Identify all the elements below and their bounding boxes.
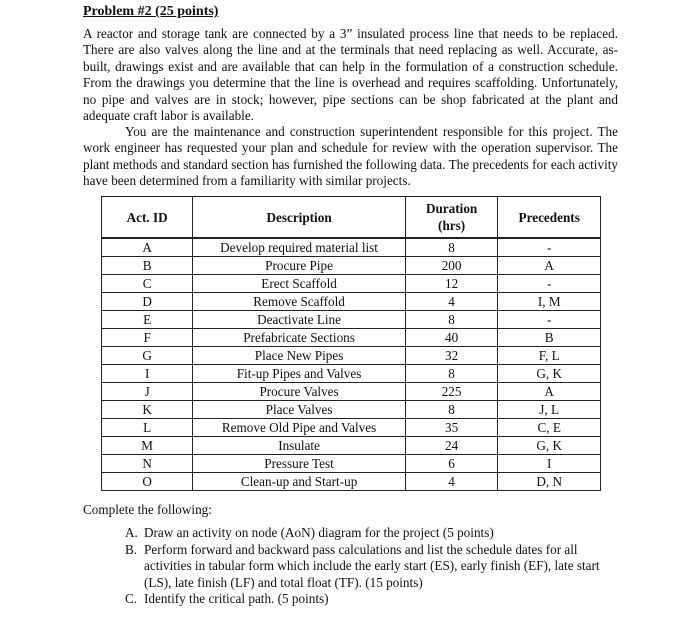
list-item — [125, 591, 605, 608]
cell-act-id: A — [102, 238, 193, 257]
header-act-id: Act. ID — [102, 197, 193, 239]
header-duration — [405, 197, 498, 239]
table-row — [102, 329, 601, 347]
cell-description: Fit-up Pipes and Valves — [193, 365, 406, 383]
cell-description: Prefabricate Sections — [193, 329, 406, 347]
cell-duration: 8 — [405, 365, 498, 383]
cell-description: Procure Valves — [193, 383, 406, 401]
header-duration-line1: Duration — [425, 201, 478, 216]
task-list — [125, 525, 605, 608]
cell-precedents: - — [498, 275, 601, 293]
cell-act-id: I — [102, 365, 193, 383]
table-row — [102, 311, 601, 329]
cell-duration: 8 — [405, 238, 498, 257]
table-row — [102, 455, 601, 473]
table-row — [102, 365, 601, 383]
cell-precedents: C, E — [498, 419, 601, 437]
cell-description: Deactivate Line — [193, 311, 406, 329]
header-description: Description — [193, 197, 406, 239]
activity-table — [101, 196, 601, 491]
cell-act-id: B — [102, 257, 193, 275]
cell-act-id: N — [102, 455, 193, 473]
table-row — [102, 383, 601, 401]
header-precedents: Precedents — [498, 197, 601, 239]
cell-act-id: K — [102, 401, 193, 419]
cell-precedents: - — [498, 311, 601, 329]
table-row — [102, 473, 601, 491]
cell-precedents: I, M — [498, 293, 601, 311]
cell-act-id: C — [102, 275, 193, 293]
task-text: Draw an activity on node (AoN) diagram for the project (5 points) — [144, 525, 494, 540]
task-label: C. — [125, 591, 138, 606]
cell-duration: 6 — [405, 455, 498, 473]
cell-precedents: B — [498, 329, 601, 347]
cell-description: Develop required material list — [193, 238, 406, 257]
table-row — [102, 238, 601, 257]
cell-act-id: D — [102, 293, 193, 311]
cell-act-id: O — [102, 473, 193, 491]
task-text: Identify the critical path. (5 points) — [144, 591, 329, 606]
cell-precedents: A — [498, 383, 601, 401]
cell-precedents: G, K — [498, 365, 601, 383]
cell-description: Clean-up and Start-up — [193, 473, 406, 491]
cell-duration: 24 — [405, 437, 498, 455]
cell-duration: 4 — [405, 293, 498, 311]
cell-description: Procure Pipe — [193, 257, 406, 275]
cell-act-id: J — [102, 383, 193, 401]
cell-precedents: - — [498, 238, 601, 257]
cell-description: Place Valves — [193, 401, 406, 419]
cell-precedents: A — [498, 257, 601, 275]
cell-description: Pressure Test — [193, 455, 406, 473]
cell-duration: 8 — [405, 311, 498, 329]
task-text: Perform forward and backward pass calculations and list the schedule dates for all activities in tabular form which include the early start (ES), early finish (EF), late start (LS), late finish (LF) and total float (TF). (15 points) — [144, 541, 600, 590]
cell-act-id: E — [102, 311, 193, 329]
cell-duration: 225 — [405, 383, 498, 401]
task-label: B. — [125, 541, 138, 557]
cell-duration: 200 — [405, 257, 498, 275]
cell-duration: 35 — [405, 419, 498, 437]
table-row — [102, 437, 601, 455]
intro-paragraph: A reactor and storage tank are connected by a 3” insulated process line that needs to be replaced. There are also valves along the line and at the terminals that need replacing as well. Accurate, as-built, drawings exist and are available that can help in the formulation of a construction schedule. From the drawings you determine that the line is overhead and requires scaffolding. Unfortunately, no pipe and valves are in stock; however, pipe sections can be shop fabricated at the plant and adequate craft labor is available. — [83, 26, 618, 124]
table-header-row — [102, 197, 601, 239]
header-duration-line2: (hrs) — [438, 218, 466, 233]
cell-duration: 40 — [405, 329, 498, 347]
table-row — [102, 401, 601, 419]
complete-label: Complete the following: — [83, 502, 212, 517]
cell-description: Remove Scaffold — [193, 293, 406, 311]
cell-act-id: L — [102, 419, 193, 437]
cell-precedents: J, L — [498, 401, 601, 419]
table-row — [102, 293, 601, 311]
list-item — [125, 525, 605, 542]
task-label: A. — [125, 525, 138, 540]
cell-act-id: F — [102, 329, 193, 347]
cell-precedents: D, N — [498, 473, 601, 491]
role-paragraph: You are the maintenance and construction superintendent responsible for this project. The work engineer has requested your plan and schedule for review with the operation supervisor. The plant methods and standard section has furnished the following data. The precedents for each activity have been determined from a familiarity with similar projects. — [83, 124, 618, 189]
cell-precedents: F, L — [498, 347, 601, 365]
cell-duration: 12 — [405, 275, 498, 293]
cell-duration: 32 — [405, 347, 498, 365]
problem-title: Problem #2 (25 points) — [83, 4, 219, 19]
table-row — [102, 419, 601, 437]
cell-act-id: M — [102, 437, 193, 455]
cell-precedents: G, K — [498, 437, 601, 455]
table-row — [102, 275, 601, 293]
table-row — [102, 257, 601, 275]
cell-description: Insulate — [193, 437, 406, 455]
cell-precedents: I — [498, 455, 601, 473]
table-row — [102, 347, 601, 365]
cell-duration: 8 — [405, 401, 498, 419]
cell-description: Remove Old Pipe and Valves — [193, 419, 406, 437]
cell-description: Erect Scaffold — [193, 275, 406, 293]
list-item — [125, 542, 605, 592]
cell-description: Place New Pipes — [193, 347, 406, 365]
cell-duration: 4 — [405, 473, 498, 491]
cell-act-id: G — [102, 347, 193, 365]
